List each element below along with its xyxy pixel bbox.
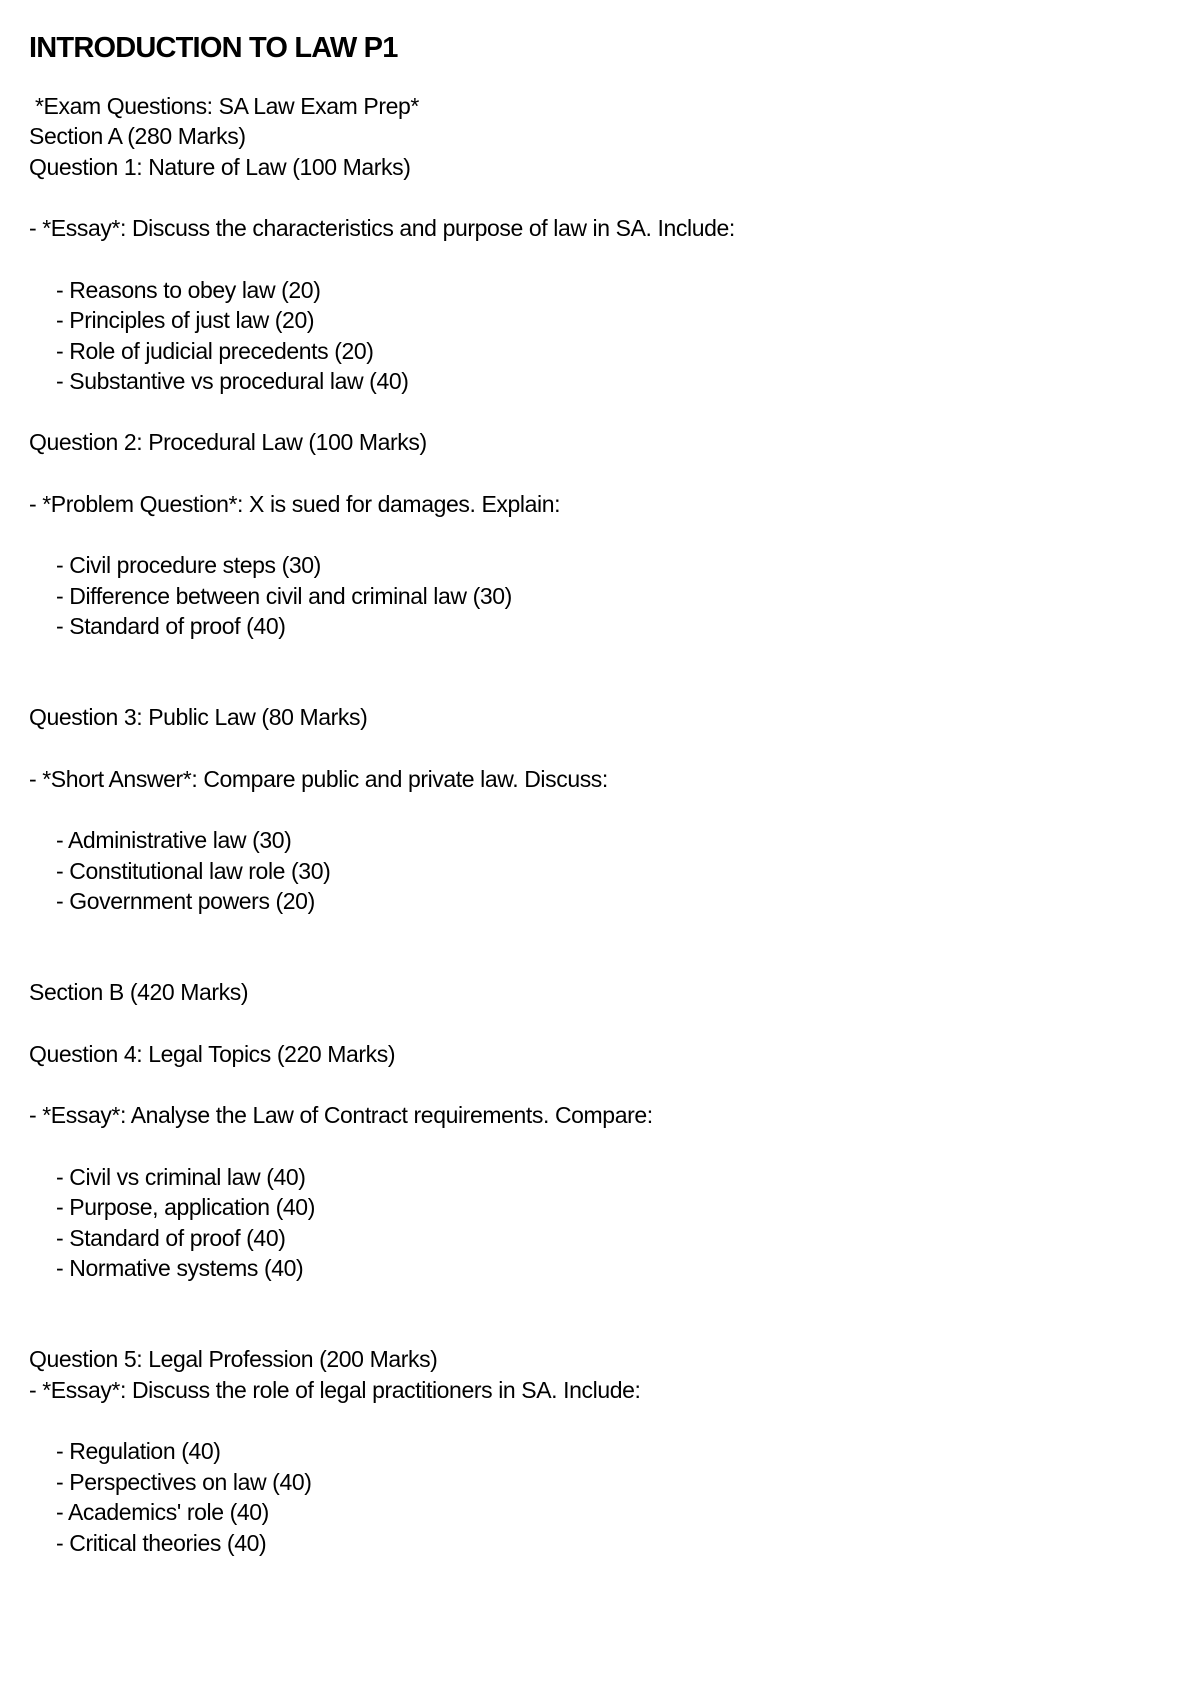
question-1-prompt: - *Essay*: Discuss the characteristics and purpose of law in SA. Include: [29, 215, 735, 241]
question-5-item: - Critical theories (40) [56, 1530, 267, 1556]
question-3-item: - Constitutional law role (30) [56, 858, 331, 884]
question-2-item: - Difference between civil and criminal law (30) [56, 583, 512, 609]
question-2-prompt: - *Problem Question*: X is sued for damages. Explain: [29, 491, 561, 517]
question-3-item: - Government powers (20) [56, 888, 315, 914]
question-5-item: - Regulation (40) [56, 1438, 221, 1464]
question-4-item: - Standard of proof (40) [56, 1225, 286, 1251]
question-3-heading: Question 3: Public Law (80 Marks) [29, 704, 368, 730]
question-4-item: - Normative systems (40) [56, 1255, 304, 1281]
question-1-heading: Question 1: Nature of Law (100 Marks) [29, 154, 411, 180]
question-5-prompt: - *Essay*: Discuss the role of legal practitioners in SA. Include: [29, 1377, 641, 1403]
question-4-prompt: - *Essay*: Analyse the Law of Contract requirements. Compare: [29, 1102, 653, 1128]
section-b-heading: Section B (420 Marks) [29, 979, 249, 1005]
question-5-item: - Academics' role (40) [56, 1499, 269, 1525]
question-1-item: - Principles of just law (20) [56, 307, 315, 333]
question-4-item: - Purpose, application (40) [56, 1194, 315, 1220]
document-title: INTRODUCTION TO LAW P1 [29, 32, 398, 64]
question-2-heading: Question 2: Procedural Law (100 Marks) [29, 429, 427, 455]
question-4-item: - Civil vs criminal law (40) [56, 1164, 306, 1190]
question-4-heading: Question 4: Legal Topics (220 Marks) [29, 1041, 396, 1067]
section-a-heading: Section A (280 Marks) [29, 123, 246, 149]
question-5-heading: Question 5: Legal Profession (200 Marks) [29, 1346, 438, 1372]
question-1-item: - Reasons to obey law (20) [56, 277, 321, 303]
question-5-item: - Perspectives on law (40) [56, 1469, 312, 1495]
question-2-item: - Standard of proof (40) [56, 613, 286, 639]
question-1-item: - Role of judicial precedents (20) [56, 338, 374, 364]
document-subtitle: *Exam Questions: SA Law Exam Prep* [29, 93, 419, 119]
question-2-item: - Civil procedure steps (30) [56, 552, 321, 578]
question-3-item: - Administrative law (30) [56, 827, 292, 853]
question-3-prompt: - *Short Answer*: Compare public and private law. Discuss: [29, 766, 608, 792]
question-1-item: - Substantive vs procedural law (40) [56, 368, 409, 394]
